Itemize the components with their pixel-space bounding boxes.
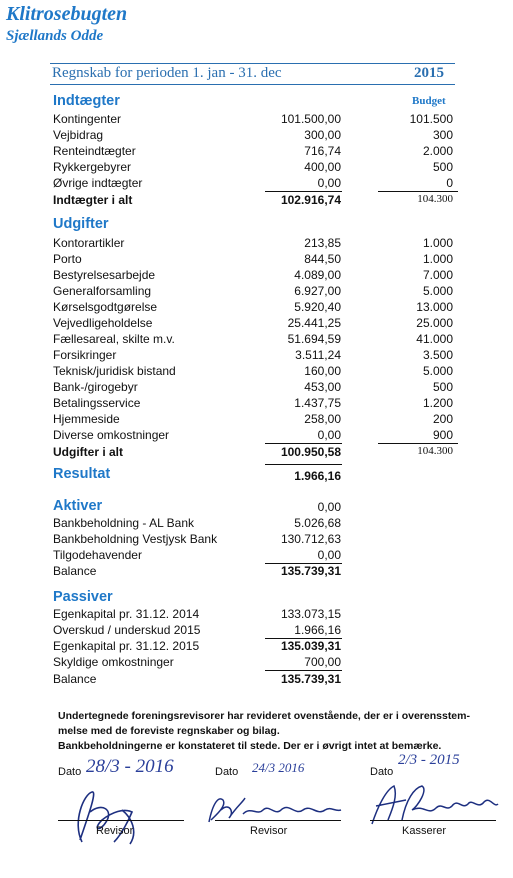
sum-rule [265,670,342,671]
total-amount: 100.950,58 [280,445,341,459]
budget-header: Budget [412,95,446,107]
row-amount: 101.500,00 [280,112,341,126]
row-amount: 3.511,24 [295,348,341,362]
row-label: Vejvedligeholdelse [53,316,153,330]
row-label: Fællesareal, skilte m.v. [53,332,175,346]
row-budget: 300 [432,128,453,142]
row-amount: 716,74 [304,144,341,158]
row-amount: 0,00 [317,176,341,190]
period-year: 2015 [414,65,444,81]
sum-rule [378,443,458,444]
sum-rule [378,191,458,192]
expense-row [53,236,457,252]
expense-row [53,412,457,428]
result-title: Resultat [53,466,111,482]
assets-total-row [53,564,457,580]
income-row [53,160,457,176]
expense-row [53,300,457,316]
row-amount: 130.712,63 [280,532,341,546]
row-amount: 258,00 [304,412,341,426]
header-rule-bottom [50,84,455,85]
row-label: Skyldige omkostninger [53,655,174,669]
row-amount: 133.073,15 [280,607,341,621]
asset-row [53,532,457,548]
asset-row [53,548,457,564]
total-budget: 104.300 [417,445,453,457]
result-amount: 1.966,16 [294,469,341,483]
audit-line-2: melse med de foreviste regnskaber og bilag. [58,725,280,737]
row-budget: 1.200 [422,396,453,410]
income-row [53,176,457,192]
row-label: Bankbeholdning - AL Bank [53,516,194,530]
row-label: Egenkapital pr. 31.12. 2014 [53,607,200,621]
total-label: Udgifter i alt [53,445,124,459]
row-label: Teknisk/juridisk bistand [53,364,176,378]
row-label: Egenkapital pr. 31.12. 2015 [53,639,200,653]
date-label: Dato [370,766,394,778]
expense-row [53,316,457,332]
sum-rule [265,443,342,444]
row-budget: 41.000 [416,332,453,346]
signature-line [58,820,184,821]
signature-role: Kasserer [402,825,447,837]
income-row [53,128,457,144]
sum-rule [265,191,342,192]
total-amount: 135.739,31 [280,564,341,578]
row-amount: 6.927,00 [294,284,341,298]
audit-line-3: Bankbeholdningerne er konstateret til stede. Der er i øvrigt intet at bemærke. [58,740,442,752]
row-label: Overskud / underskud 2015 [53,623,201,637]
row-budget: 13.000 [416,300,453,314]
row-amount: 135.039,31 [280,639,341,653]
total-budget: 104.300 [417,193,453,205]
signature-line [370,820,496,821]
assets-header-amount: 0,00 [317,500,341,514]
row-label: Tilgodehavender [53,548,142,562]
row-label: Diverse omkostninger [53,428,170,442]
expense-row [53,428,457,444]
liabilities-title: Passiver [53,589,113,605]
row-label: Øvrige indtægter [53,176,143,190]
signature-role: Revisor [96,825,134,837]
row-amount: 1.966,16 [294,623,341,637]
liability-row [53,655,457,671]
assets-title: Aktiver [53,498,103,514]
row-label: Forsikringer [53,348,117,362]
total-amount: 102.916,74 [280,193,341,207]
expense-row [53,332,457,348]
signature-revisor-1 [62,782,152,852]
handwritten-date: 28/3 - 2016 [86,756,174,777]
org-location: Sjællands Odde [6,28,104,44]
row-amount: 300,00 [304,128,341,142]
row-label: Kontorartikler [53,236,125,250]
liability-row [53,639,457,655]
handwritten-date: 2/3 - 2015 [398,752,460,768]
date-label: Dato [215,766,239,778]
row-amount: 213,85 [304,236,341,250]
total-label: Balance [53,564,97,578]
row-budget: 5.000 [422,284,453,298]
expenses-total-row [53,445,457,461]
row-amount: 51.694,59 [287,332,341,346]
row-label: Kontingenter [53,112,122,126]
row-label: Generalforsamling [53,284,152,298]
signature-line [215,820,341,821]
row-label: Bank-/girogebyr [53,380,138,394]
expense-row [53,364,457,380]
row-budget: 900 [432,428,453,442]
row-amount: 0,00 [317,428,341,442]
row-budget: 3.500 [422,348,453,362]
row-label: Hjemmeside [53,412,120,426]
date-label: Dato [58,766,82,778]
expense-row [53,396,457,412]
asset-row [53,516,457,532]
result-row [53,469,457,485]
liability-row [53,623,457,639]
expense-row [53,380,457,396]
liability-row [53,607,457,623]
income-total-row [53,193,457,209]
row-budget: 500 [432,380,453,394]
signature-revisor-2 [205,792,345,828]
total-label: Balance [53,672,97,686]
expense-row [53,268,457,284]
row-amount: 4.089,00 [294,268,341,282]
row-budget: 1.000 [422,236,453,250]
row-amount: 844,50 [304,252,341,266]
income-row [53,144,457,160]
row-amount: 5.026,68 [294,516,341,530]
audit-line-1: Undertegnede foreningsrevisorer har revideret ovenstående, der er i overensstem- [58,710,470,722]
row-budget: 1.000 [422,252,453,266]
signature-role: Revisor [250,825,288,837]
row-budget: 25.000 [416,316,453,330]
row-budget: 2.000 [422,144,453,158]
row-label: Bestyrelsesarbejde [53,268,156,282]
row-amount: 0,00 [317,548,341,562]
header-rule-top [50,63,455,64]
row-amount: 453,00 [304,380,341,394]
org-name: Klitrosebugten [6,3,128,25]
income-title: Indtægter [53,93,120,109]
row-label: Kørselsgodtgørelse [53,300,158,314]
total-label: Indtægter i alt [53,193,133,207]
row-label: Renteindtægter [53,144,136,158]
row-amount: 160,00 [304,364,341,378]
row-amount: 700,00 [304,655,341,669]
income-row [53,112,457,128]
row-label: Bankbeholdning Vestjysk Bank [53,532,218,546]
row-budget: 200 [432,412,453,426]
result-rule [265,464,342,465]
row-budget: 0 [446,176,453,190]
row-budget: 7.000 [422,268,453,282]
handwritten-date: 24/3 2016 [252,760,305,775]
row-budget: 5.000 [422,364,453,378]
period-title: Regnskab for perioden 1. jan - 31. dec [52,65,282,81]
total-amount: 135.739,31 [280,672,341,686]
row-label: Betalingsservice [53,396,141,410]
expenses-title: Udgifter [53,216,109,232]
row-amount: 400,00 [304,160,341,174]
liabilities-total-row [53,672,457,688]
row-label: Rykkergebyrer [53,160,132,174]
assets-header-row [53,500,457,516]
row-budget: 500 [432,160,453,174]
row-label: Vejbidrag [53,128,104,142]
expense-row [53,252,457,268]
row-label: Porto [53,252,82,266]
expense-row [53,284,457,300]
expense-row [53,348,457,364]
row-budget: 101.500 [409,112,453,126]
row-amount: 25.441,25 [287,316,341,330]
row-amount: 5.920,40 [294,300,341,314]
signature-kasserer [362,780,502,830]
row-amount: 1.437,75 [294,396,341,410]
